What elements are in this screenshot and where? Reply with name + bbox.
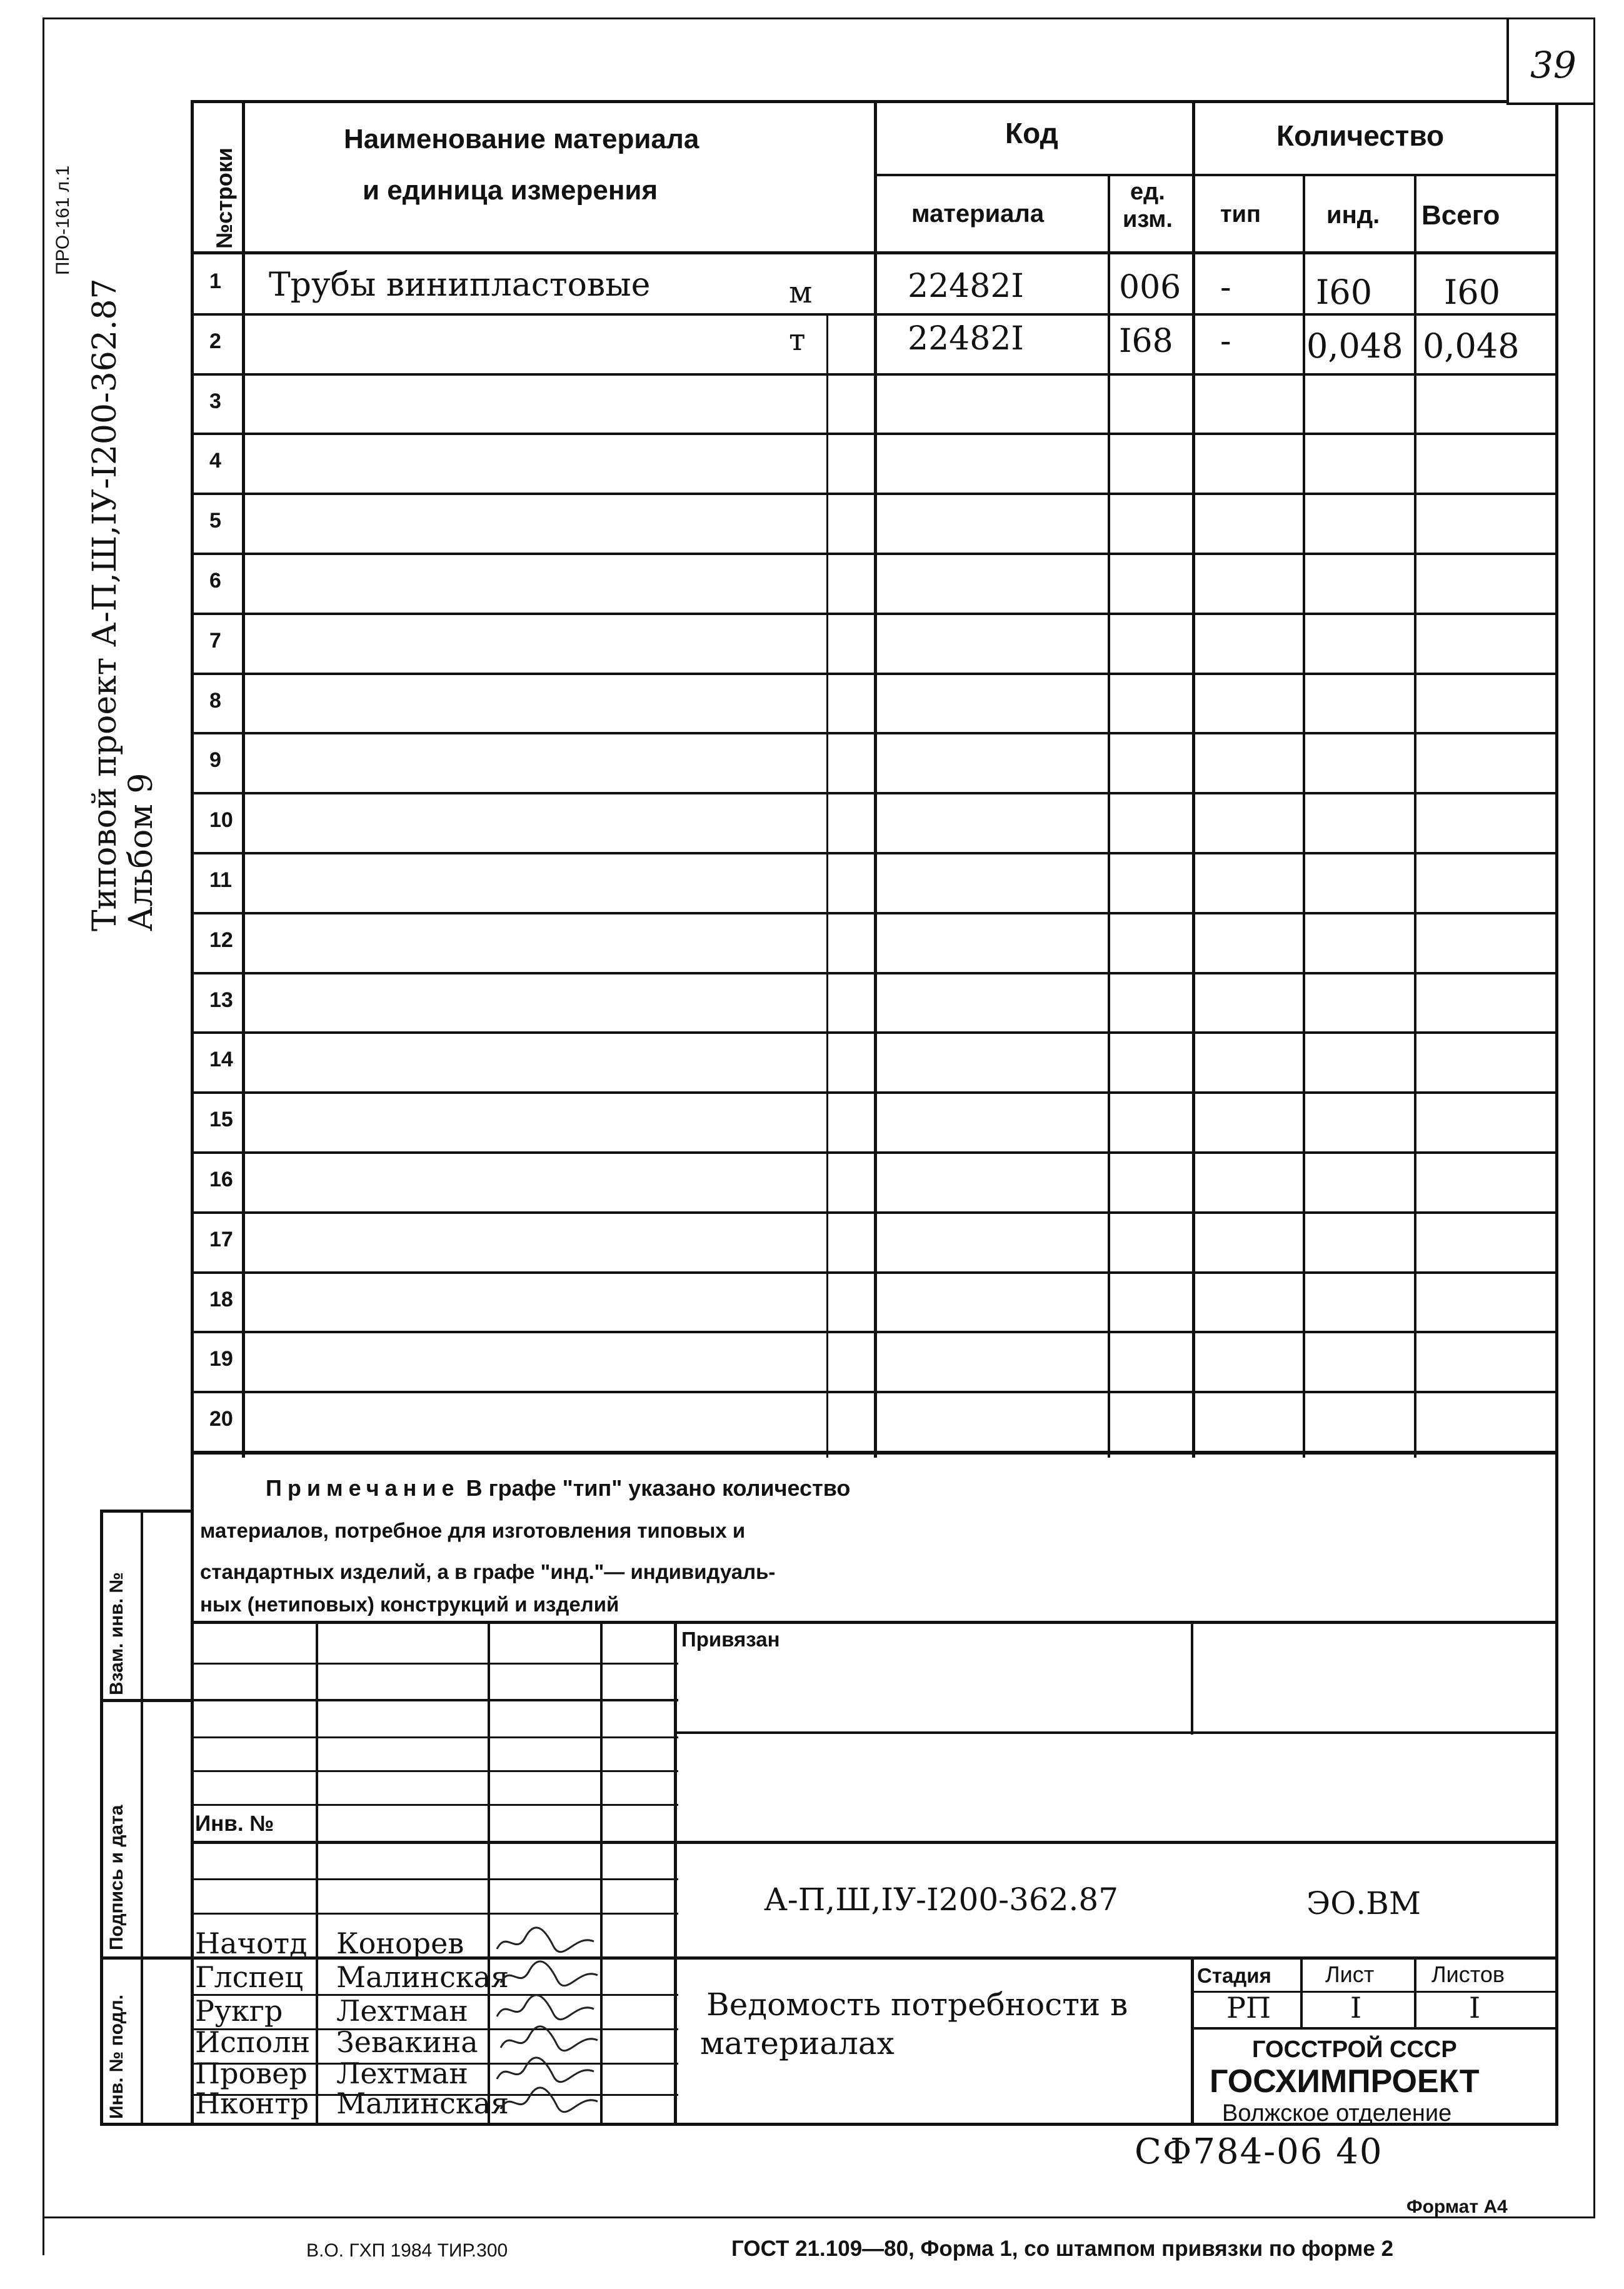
col-line-qty [1192,100,1195,1458]
stamp-vl-sheets [1414,1956,1416,2030]
inner-frame-left [191,100,194,2125]
row-number: 4 [209,449,221,473]
row-number: 18 [209,1288,233,1311]
frame-top [44,18,1594,19]
header-unit-1: ед. [1130,179,1165,205]
inner-frame-top [191,100,1506,103]
row2-ind: 0,048 [1306,326,1403,366]
row-divider [191,553,1558,555]
note-text-1: В графе "тип" указано количество [459,1475,851,1501]
sheet-value: I [1350,1991,1362,2025]
row-divider [191,1151,1558,1154]
org-goskhimproekt: ГОСХИМПРОЕКТ [1210,2063,1480,2100]
row-number: 14 [209,1048,233,1071]
strip-sep-1 [100,1699,194,1702]
signer-role: Начотд [195,1926,308,1960]
album-number: Альбом 9 [123,773,160,931]
stage-label: Стадия [1197,1964,1271,1987]
row2-unit-code: I68 [1119,323,1173,360]
stage-hl-2 [1191,2027,1558,2030]
row-number: 8 [209,689,221,713]
stamp-hl-privyazan [674,1731,1558,1734]
signer-role: Нконтр [195,2086,309,2120]
org-volzhskoe: Волжское отделение [1222,2100,1452,2126]
stamp-hl-6 [191,1841,1558,1844]
row-divider [191,732,1558,734]
row-divider [191,1451,1558,1455]
frame-bottom [43,2216,1595,2218]
signer-role: Провер [195,2056,308,2090]
header-ind: инд. [1326,201,1380,229]
stamp-top [191,1621,1558,1624]
note-line-4: ных (нетиповых) конструкций и изделий [200,1593,619,1616]
replace-inv-label: Взам. инв. № [106,1572,127,1695]
stamp-hl-7 [191,1878,678,1880]
format-label: Формат А4 [1406,2196,1508,2217]
footer-left: В.О. ГХП 1984 ТИР.300 [306,2240,508,2261]
row-divider [191,613,1558,615]
row-divider [191,1091,1558,1094]
note-line-2: материалов, потребное для изготовления типовых и [200,1519,746,1542]
col-line-rownum [242,100,245,1458]
row-divider [191,1211,1558,1214]
row-divider [191,433,1558,435]
frame-left [43,18,44,2255]
page-number-box-left [1506,18,1509,104]
header-name-2: и единица измерения [363,175,658,206]
header-row-no: №строки [211,148,237,249]
stamp-vl-privyazan [1191,1622,1193,1735]
signer-role: Глспец [195,1960,303,1994]
row-divider [191,912,1558,914]
privyazan-label: Привязан [681,1628,780,1651]
row1-unit-symbol: м [789,275,813,310]
col-line-ind [1303,175,1305,1458]
row-divider [191,1391,1558,1393]
row2-total: 0,048 [1423,326,1520,366]
row-divider [191,373,1558,376]
archive-stamp: СФ784-06 40 [1135,2131,1383,2172]
signer-name: Лехтман [336,2056,468,2090]
header-subline [874,174,1558,176]
row-number: 11 [209,868,232,892]
col-line-unit [1108,175,1110,1458]
signer-name: Зевакина [336,2025,478,2059]
row-number: 15 [209,1108,233,1131]
project-designation: Типовой проект А-П,Ш,IУ-I200-362.87 [86,278,124,931]
row-divider [191,792,1558,794]
row-number: 17 [209,1228,233,1251]
signer-name: Малинская [336,1960,509,1994]
row-divider [191,972,1558,974]
stamp-hl-3 [191,1736,678,1738]
signature-mark [498,2084,604,2121]
header-quantity: Количество [1276,119,1445,152]
row-divider [191,493,1558,495]
strip-sep-2 [100,1956,194,1960]
stamp-vl-4 [674,1622,677,2125]
header-name-1: Наименование материала [344,124,699,154]
row1-name: Трубы винипластовые [269,266,651,304]
stamp-hl-1 [191,1663,678,1665]
stamp-hl-2 [191,1699,678,1701]
stamp-hl-5 [191,1804,678,1806]
row-number: 20 [209,1407,233,1431]
header-total: Всего [1421,200,1500,231]
stage-value: РП [1226,1991,1271,2025]
stamp-hl-8 [191,1913,678,1915]
footer-gost: ГОСТ 21.109—80, Форма 1, со штампом привязки по форме 2 [731,2236,1394,2261]
frame-right [1593,18,1595,2218]
archive-code: ПРО-161 л.1 [53,165,73,275]
header-type: тип [1220,201,1261,228]
inv-original-label: Инв. № подл. [106,1994,127,2119]
org-gosstroy: ГОССТРОЙ СССР [1252,2036,1457,2063]
signer-name: Конорев [336,1926,464,1960]
strip-top [100,1510,194,1513]
row1-total: I60 [1444,273,1501,312]
row1-type: - [1220,269,1231,306]
row-number: 2 [209,329,221,353]
sheet-code: ЭО.ВМ [1306,1885,1421,1921]
stamp-vl-sheet [1300,1956,1303,2030]
row-divider [191,313,1558,316]
row1-material-code: 22482I [908,268,1024,305]
row2-material-code: 22482I [908,320,1024,358]
row-number: 9 [209,748,221,772]
strip-bottom [100,2123,194,2126]
document-title-2: материалах [700,2025,895,2061]
row1-ind: I60 [1316,273,1373,312]
stamp-vl-2 [488,1622,490,2125]
row-number: 13 [209,988,233,1012]
row2-type: - [1220,323,1231,360]
row1-unit-code: 006 [1119,269,1181,306]
signer-name: Малинская [336,2086,509,2120]
row-divider [191,673,1558,675]
row2-unit-symbol: т [789,323,806,358]
header-unit-2: изм. [1123,206,1173,233]
header-material: материала [911,200,1045,228]
signature-date-label: Подпись и дата [106,1805,127,1950]
row-number: 12 [209,928,233,952]
document-designation: А-П,Ш,IУ-I200-362.87 [764,1881,1119,1918]
note-lead: Примечание [266,1475,460,1501]
note-line-1 [266,1475,850,1501]
row-number: 1 [209,269,221,293]
sheets-label: Листов [1431,1961,1505,1987]
signature-mark [498,1958,604,1995]
stamp-vl-1 [316,1622,318,2125]
header-code: Код [1005,117,1058,149]
header-bottom [191,251,1558,254]
row-number: 3 [209,389,221,413]
document-title-1: Ведомость потребности в [706,1986,1128,2023]
row-divider [191,1031,1558,1034]
col-line-code [874,100,877,1458]
inv-no-label: Инв. № [195,1811,274,1836]
stamp-vl-stage [1191,1956,1194,2125]
row-divider [191,1271,1558,1274]
signer-role: Исполн [195,2025,311,2059]
sheet-label: Лист [1325,1961,1375,1987]
signer-role: Рукгр [195,1994,283,2028]
col-line-total [1414,175,1416,1458]
row-divider [191,852,1558,854]
signature-mark [494,1924,600,1961]
row-number: 16 [209,1168,233,1191]
row-divider [191,1331,1558,1333]
row-number: 19 [209,1347,233,1371]
sheets-value: I [1469,1991,1481,2025]
row-number: 7 [209,629,221,653]
row-number: 10 [209,808,233,832]
page-number: 39 [1530,44,1576,86]
note-line-3: стандартных изделий, а в графе "инд."— индивидуаль- [200,1560,776,1583]
page-number-box-bottom [1506,103,1594,105]
row-number: 5 [209,509,221,533]
stamp-hl-4 [191,1770,678,1772]
strip-divider [141,1510,143,2125]
strip-left [100,1510,103,2125]
inner-frame-right [1555,104,1558,2125]
signer-name: Лехтман [336,1994,468,2028]
row-number: 6 [209,569,221,593]
col-line-name-unit [826,316,828,1458]
